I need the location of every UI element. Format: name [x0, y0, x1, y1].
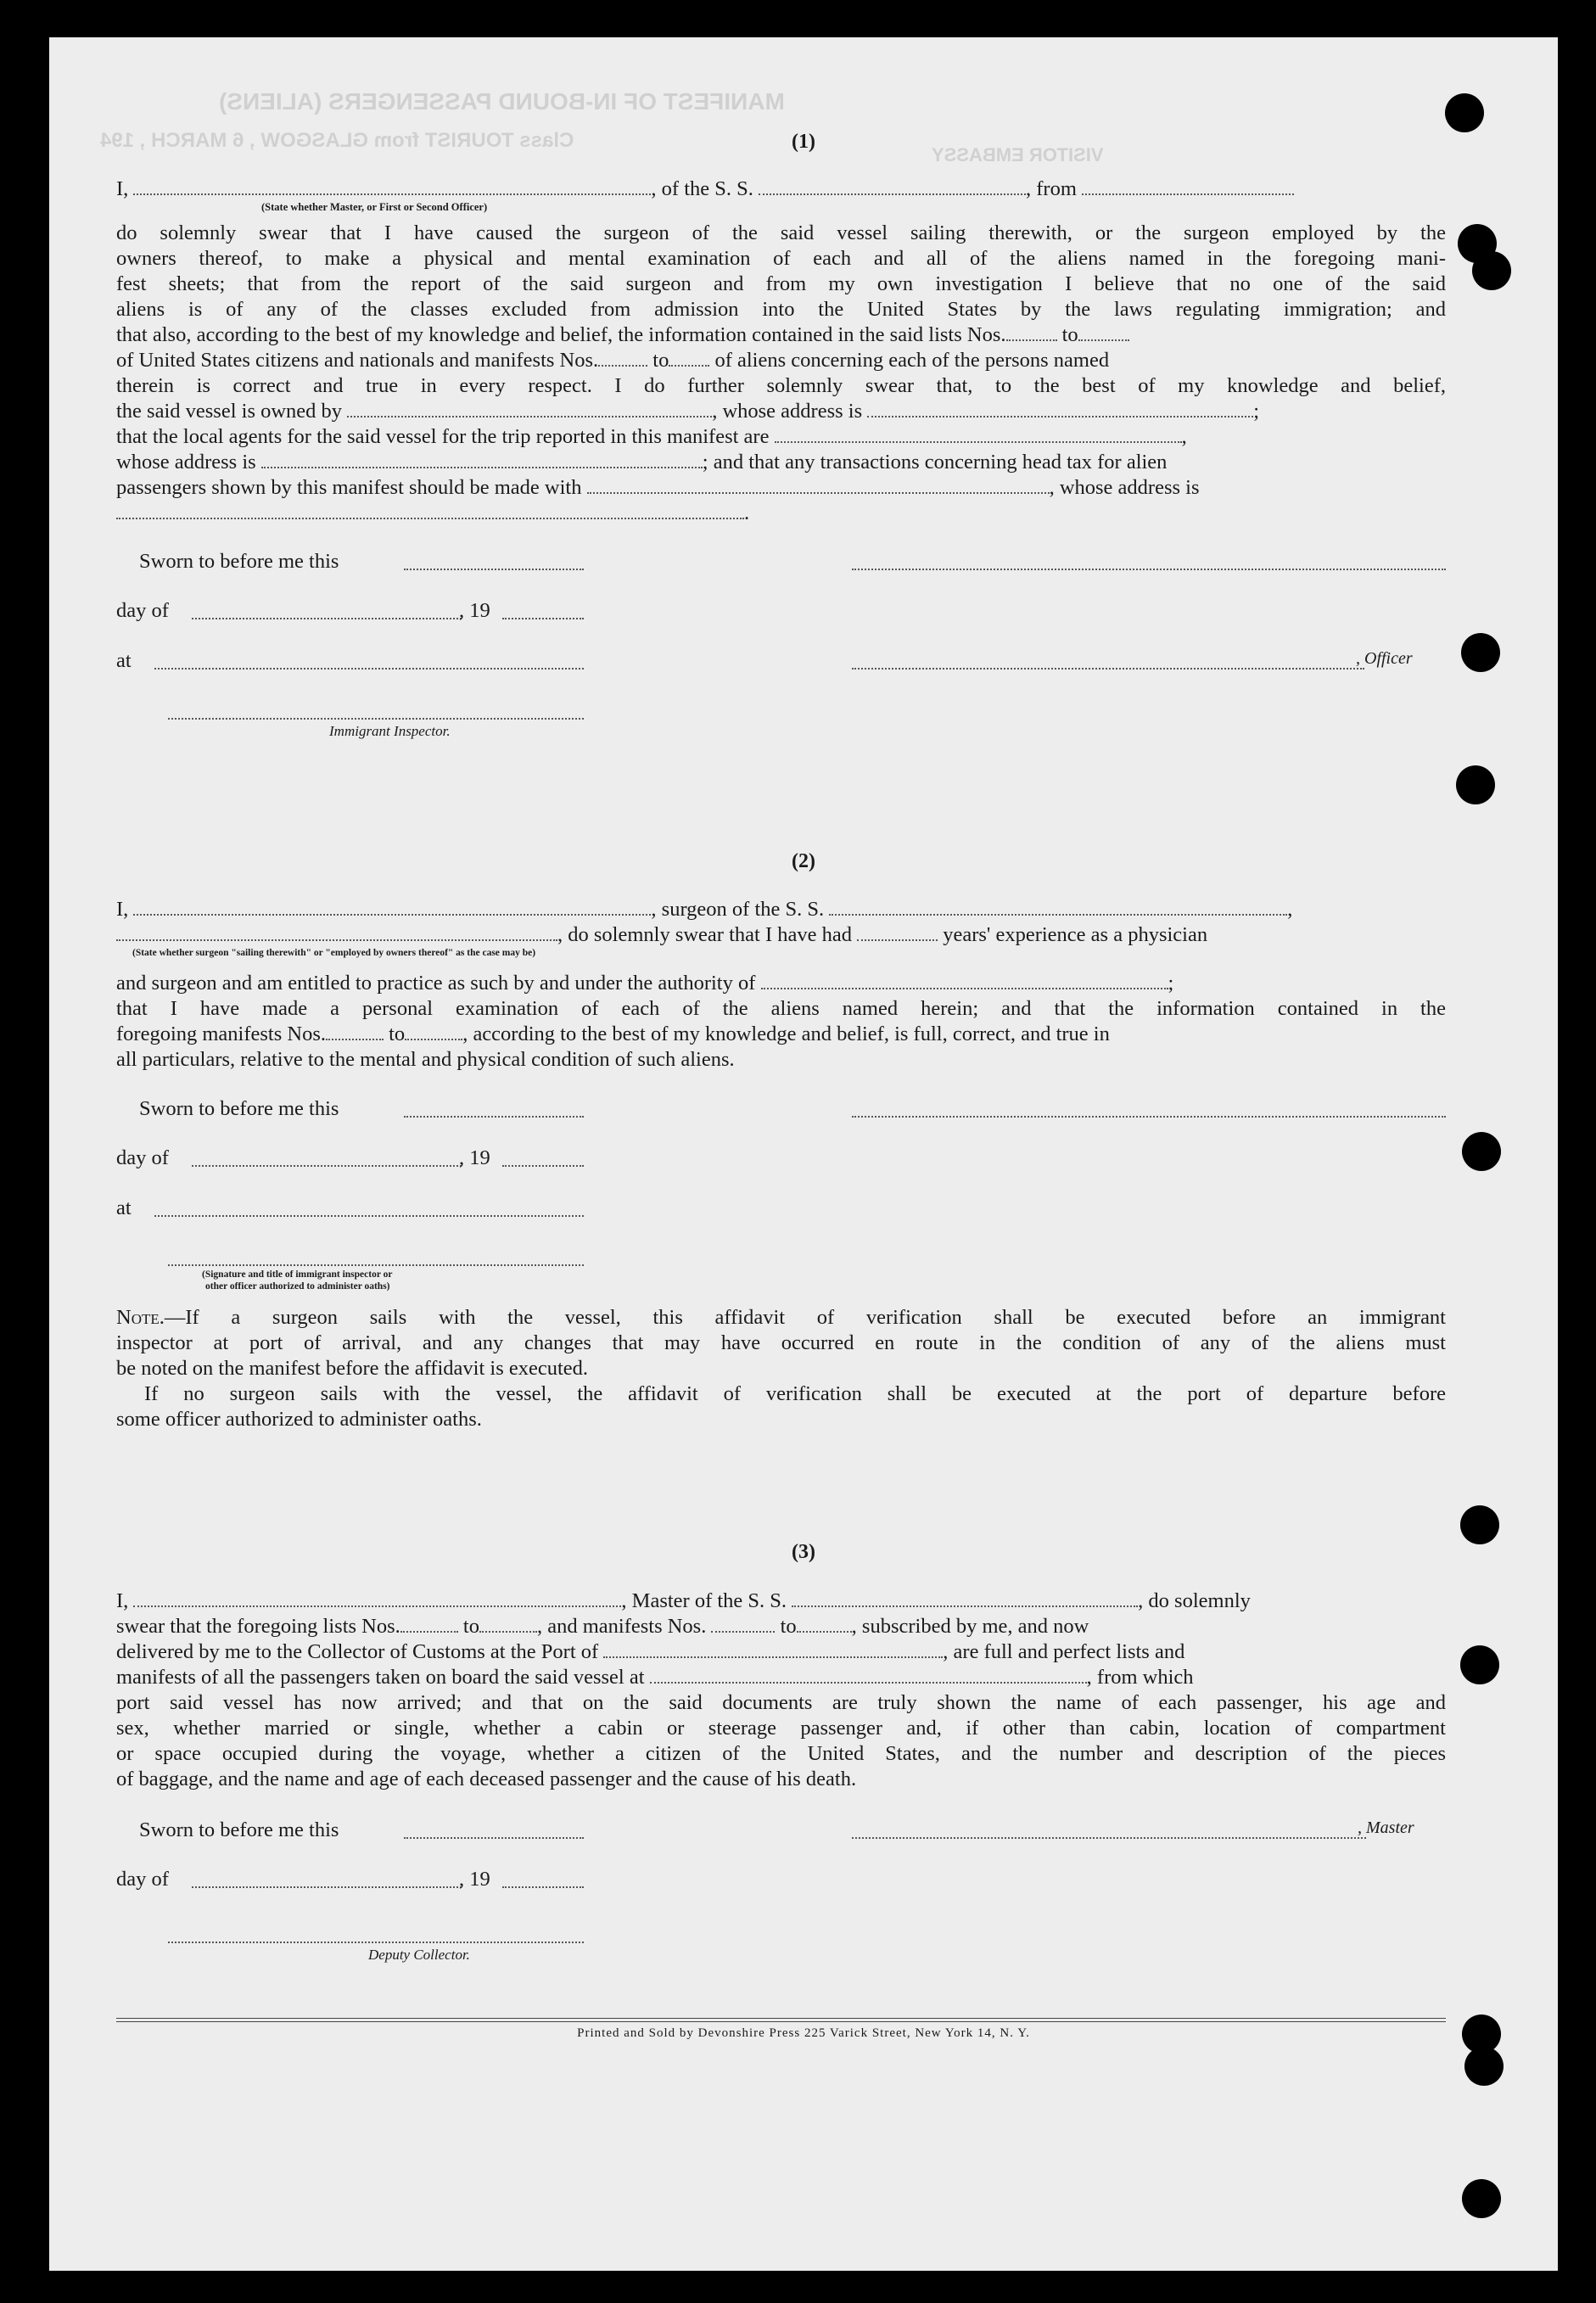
day-of-month-field[interactable]	[192, 1165, 462, 1167]
manifests-from-field[interactable]	[711, 1616, 775, 1633]
inspector-label: Immigrant Inspector.	[329, 723, 451, 739]
year-label: , 19	[459, 1146, 490, 1169]
surgeon-capacity-note: (State whether surgeon "sailing therewith" or "employed by owners thereof" as the case may be)	[132, 948, 536, 958]
surgeon-signature-field[interactable]	[852, 1116, 1446, 1118]
sworn-day-field[interactable]	[404, 1837, 584, 1839]
sworn-day-field[interactable]	[404, 569, 584, 570]
section-1-text-line: that also, according to the best of my knowledge and belief, the information contained in the said lists Nos. to	[116, 322, 1446, 348]
bleed-through-stamp-line: VISITOR EMBASSY	[932, 144, 1104, 165]
footer-rule	[116, 2018, 1446, 2019]
year-field[interactable]	[502, 618, 584, 619]
section-1-text-line: .	[116, 501, 1446, 526]
port-of-embarkation-field[interactable]	[650, 1667, 1087, 1684]
head-tax-address-field[interactable]	[116, 502, 744, 519]
year-field[interactable]	[502, 1886, 584, 1888]
section-3-declarant-line: I, , Master of the S. S. , do solemnly	[116, 1589, 1251, 1612]
section-3-text-line: sex, whether married or single, whether a cabin or steerage passenger and, if other than cabin, location of compartment	[116, 1717, 1446, 1740]
day-of-month-field[interactable]	[192, 618, 462, 619]
footer-rule	[116, 2021, 1446, 2022]
officer-signature-field[interactable]	[852, 569, 1446, 570]
citizen-list-to-field[interactable]	[1078, 324, 1129, 341]
section-3-text-line: or space occupied during the voyage, whether a citizen of the United States, and the number and description of the pieces	[116, 1742, 1446, 1765]
signature-title-note: other officer authorized to administer oaths)	[205, 1281, 390, 1292]
inspector-signature-field[interactable]	[168, 1264, 584, 1266]
punch-hole	[1462, 1132, 1501, 1171]
section-2-text-line: and surgeon and am entitled to practice as such by and under the authority of ;	[116, 972, 1174, 995]
master-vessel-field[interactable]	[792, 1590, 1138, 1607]
sworn-day-field[interactable]	[404, 1116, 584, 1118]
sworn-label: Sworn to before me this	[139, 550, 339, 573]
surgeon-vessel-field[interactable]	[829, 899, 1287, 916]
note-label: Note.	[116, 1306, 165, 1329]
deputy-collector-signature-field[interactable]	[168, 1942, 584, 1943]
surgeon-capacity-field[interactable]	[116, 924, 557, 941]
section-1-text-line: whose address is ; and that any transactions concerning head tax for alien	[116, 451, 1168, 473]
note-text-line: inspector at port of arrival, and any changes that may have occurred en route in the condition of any of the aliens must	[116, 1331, 1446, 1354]
section-1-text-line: fest sheets; that from the report of the said surgeon and from my own investigation I believe that no one of the said	[116, 272, 1446, 295]
section-2-declarant-line: , do solemnly swear that I have had years' experience as a physician	[116, 922, 1446, 948]
practice-authority-field[interactable]	[761, 972, 1168, 989]
sworn-label: Sworn to before me this	[139, 1097, 339, 1120]
section-1-text-line: that the local agents for the said vessel for the trip reported in this manifest are ,	[116, 425, 1187, 448]
section-3-text-line: of baggage, and the name and age of each deceased passenger and the cause of his death.	[116, 1768, 857, 1790]
section-1-number: (1)	[792, 131, 815, 153]
punch-hole	[1456, 765, 1495, 804]
lists-to-field[interactable]	[479, 1616, 537, 1633]
section-1-text-line: do solemnly swear that I have caused the surgeon of the said vessel sailing therewith, or the surgeon employed by the	[116, 221, 1446, 244]
year-label: , 19	[459, 1868, 490, 1891]
section-1-text-line: of United States citizens and nationals and manifests Nos. to of aliens concerning each of the persons named	[116, 349, 1110, 372]
printer-imprint: Printed and Sold by Devonshire Press 225 Varick Street, New York 14, N. Y.	[577, 2026, 1030, 2040]
manifests-to-field[interactable]	[797, 1616, 852, 1633]
year-field[interactable]	[502, 1165, 584, 1167]
at-place-field[interactable]	[154, 668, 584, 670]
day-of-label: day of	[116, 1868, 169, 1891]
declarant-rank-note: (State whether Master, or First or Second Officer)	[261, 201, 488, 213]
vessel-owner-field[interactable]	[347, 401, 712, 417]
note-text-line: some officer authorized to administer oaths.	[116, 1408, 482, 1431]
section-2-declarant-line: I, , surgeon of the S. S. ,	[116, 898, 1293, 921]
section-1-text-line: aliens is of any of the classes excluded from admission into the United States by the laws regulating immigration; and	[116, 298, 1446, 321]
punch-hole	[1445, 93, 1484, 132]
note-text-line: Note.—If a surgeon sails with the vessel, this affidavit of verification shall be executed before an immigrant	[116, 1306, 1446, 1329]
vessel-name-field[interactable]	[759, 178, 1026, 195]
surgeon-name-field[interactable]	[133, 899, 651, 916]
declarant-name-field[interactable]	[133, 178, 651, 195]
punch-hole	[1472, 251, 1511, 290]
alien-manifest-from-field[interactable]	[598, 350, 647, 367]
agents-address-field[interactable]	[261, 451, 703, 468]
manifest-affidavit-sheet	[49, 37, 1558, 2271]
head-tax-party-field[interactable]	[587, 477, 1050, 494]
section-2-text-line: foregoing manifests Nos. to , according to the best of my knowledge and belief, is full, correct, and true in	[116, 1023, 1110, 1045]
section-1-text-line: the said vessel is owned by , whose address is ;	[116, 400, 1260, 423]
inspector-signature-field[interactable]	[168, 718, 584, 720]
punch-hole	[1462, 2179, 1501, 2218]
note-text-line: be noted on the manifest before the affidavit is executed.	[116, 1357, 589, 1380]
citizen-list-from-field[interactable]	[1006, 324, 1057, 341]
signature-title-note: (Signature and title of immigrant inspector or	[202, 1269, 393, 1280]
day-of-label: day of	[116, 599, 169, 622]
punch-hole	[1461, 633, 1500, 672]
lists-from-field[interactable]	[400, 1616, 458, 1633]
section-3-text-line: delivered by me to the Collector of Customs at the Port of , are full and perfect lists and	[116, 1640, 1185, 1663]
local-agents-field[interactable]	[775, 426, 1182, 443]
bleed-through-stamp-line: Class TOURIST from GLASGOW , 6 MARCH , 194	[100, 129, 574, 152]
section-2-number: (2)	[792, 850, 815, 872]
section-2-text-line: all particulars, relative to the mental and physical condition of such aliens.	[116, 1048, 735, 1071]
sworn-label: Sworn to before me this	[139, 1818, 339, 1841]
section-3-number: (3)	[792, 1541, 815, 1563]
master-label: , Master	[1358, 1818, 1414, 1837]
years-experience-field[interactable]	[857, 924, 938, 941]
day-of-month-field[interactable]	[192, 1886, 462, 1888]
year-label: , 19	[459, 599, 490, 622]
departure-port-field[interactable]	[1082, 178, 1294, 195]
section-1-text-line: passengers shown by this manifest should be made with , whose address is	[116, 476, 1200, 499]
section-3-text-line: manifests of all the passengers taken on board the said vessel at , from which	[116, 1666, 1194, 1689]
section-3-text-line: port said vessel has now arrived; and that on the said documents are truly shown the name of each passenger, his age and	[116, 1691, 1446, 1714]
master-name-field[interactable]	[133, 1590, 621, 1607]
bleed-through-stamp: MANIFEST OF IN-BOUND PASSENGERS (ALIENS)	[219, 88, 785, 115]
at-label: at	[116, 1196, 132, 1219]
section-2-text-line: that I have made a personal examination of each of the aliens named herein; and that the information contained in the	[116, 997, 1446, 1020]
punch-hole	[1464, 2047, 1504, 2086]
section-3-text-line: swear that the foregoing lists Nos. to , and manifests Nos. to , subscribed by me, and now	[116, 1615, 1089, 1638]
alien-manifest-to-field[interactable]	[669, 350, 709, 367]
at-place-field[interactable]	[154, 1215, 584, 1217]
at-label: at	[116, 649, 132, 672]
section-1-text-line: owners thereof, to make a physical and mental examination of each and all of the aliens named in the foregoing mani-	[116, 247, 1446, 270]
punch-hole	[1460, 1505, 1499, 1544]
section-1-declarant-line: I, , of the S. S. , from	[116, 177, 1446, 202]
surgeon-manifest-to-field[interactable]	[405, 1023, 462, 1040]
officer-title-field[interactable]	[852, 668, 1364, 670]
note-text-line: If no surgeon sails with the vessel, the affidavit of verification shall be executed at the port of departure before	[144, 1382, 1446, 1405]
officer-label: , Officer	[1356, 649, 1413, 668]
master-signature-field[interactable]	[852, 1837, 1366, 1839]
day-of-label: day of	[116, 1146, 169, 1169]
owner-address-field[interactable]	[867, 401, 1253, 417]
section-1-text-line: therein is correct and true in every respect. I do further solemnly swear that, to the best of my knowledge and belief,	[116, 374, 1446, 397]
port-of-arrival-field[interactable]	[603, 1641, 943, 1658]
punch-hole	[1460, 1645, 1499, 1684]
deputy-collector-label: Deputy Collector.	[368, 1947, 470, 1963]
surgeon-manifest-from-field[interactable]	[326, 1023, 384, 1040]
